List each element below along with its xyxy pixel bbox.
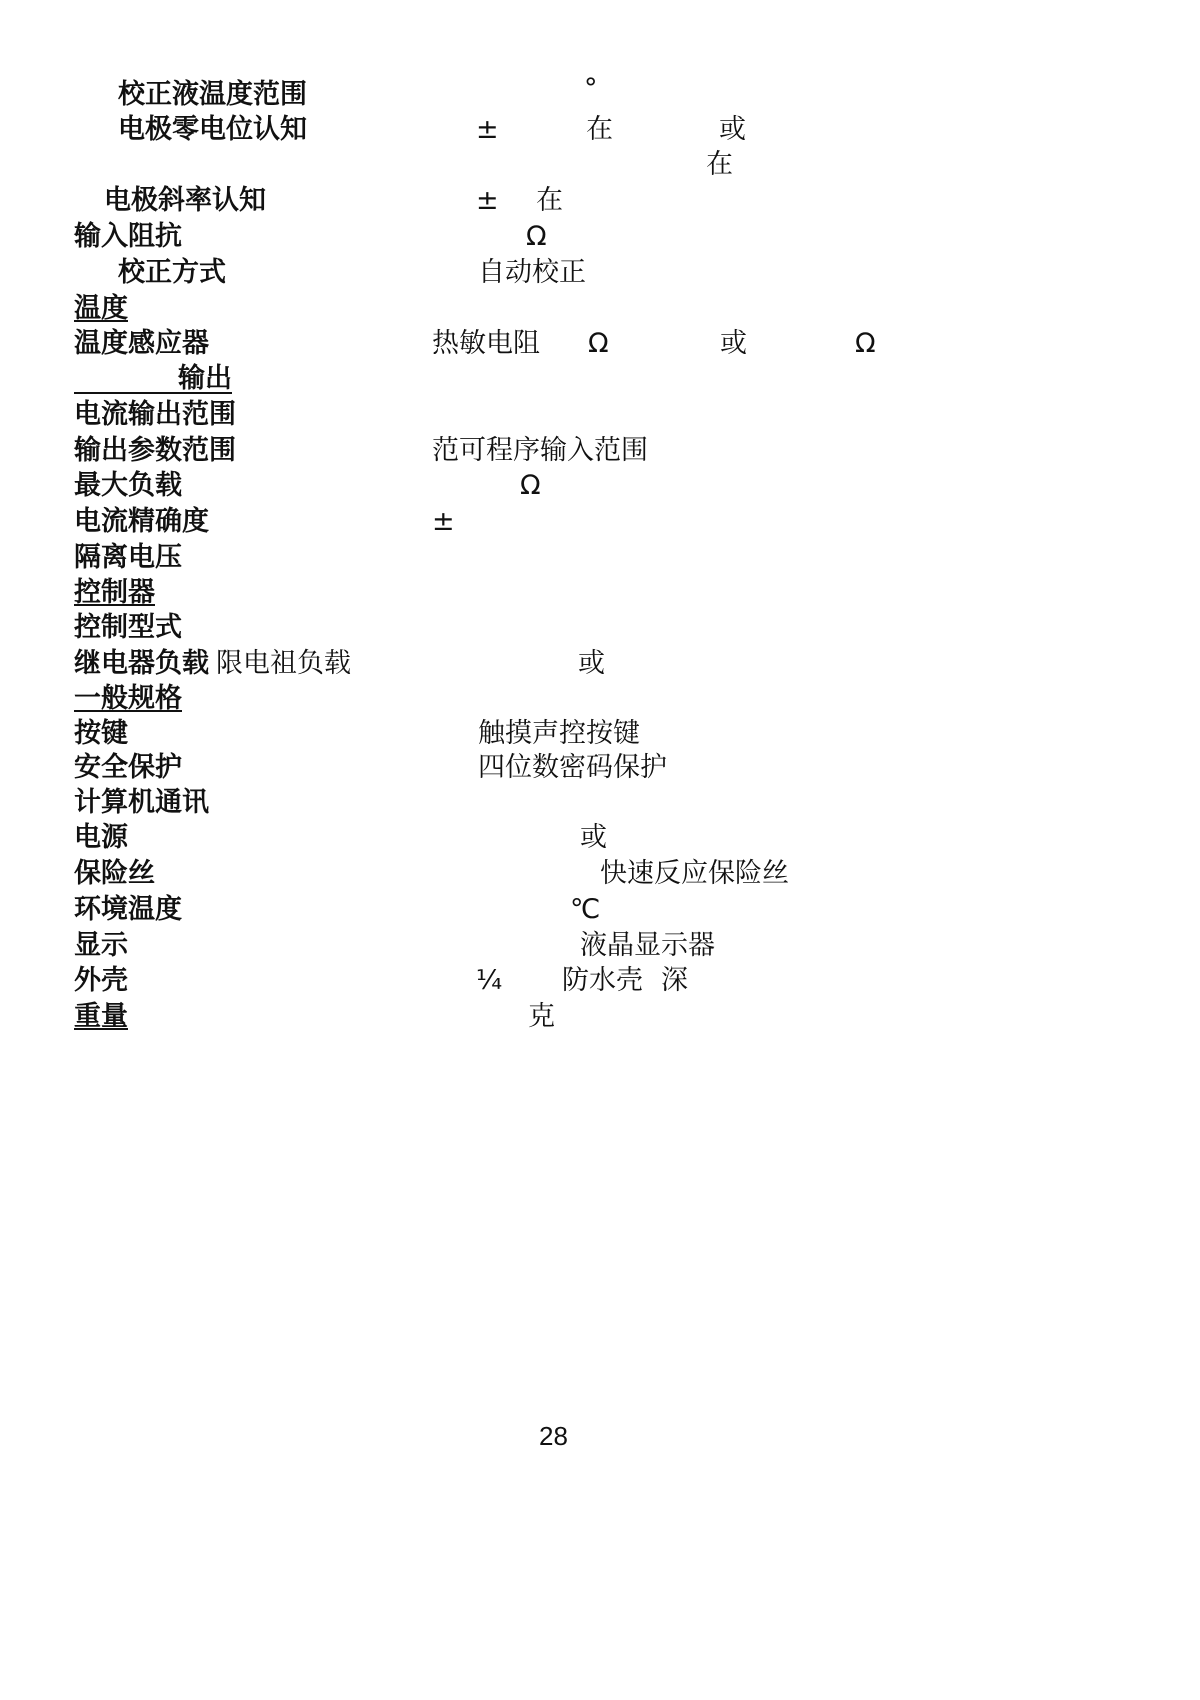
section-heading-temperature: 温度 xyxy=(74,293,128,324)
label-current-accuracy: 电流精确度 xyxy=(74,506,209,537)
value-calibration-temp-degree: ° xyxy=(584,73,598,104)
section-heading-output: 输出 xyxy=(178,363,232,394)
value-housing-depth: 深 xyxy=(661,965,688,996)
value-current-accuracy-plusminus: ± xyxy=(432,506,455,537)
value-fuse: 快速反应保险丝 xyxy=(600,858,789,889)
value-keys: 触摸声控按键 xyxy=(478,718,640,749)
value-relay-load-resistive: 限电祖负载 xyxy=(216,648,351,679)
label-fuse: 保险丝 xyxy=(74,858,155,889)
value-housing-waterproof: 防水壳 xyxy=(562,965,643,996)
label-current-output-range: 电流输出范围 xyxy=(74,399,236,430)
label-keys: 按键 xyxy=(74,718,128,749)
label-ambient-temperature: 环境温度 xyxy=(74,894,182,925)
label-isolation-voltage: 隔离电压 xyxy=(74,542,182,573)
label-weight: 重量 xyxy=(74,1001,128,1032)
value-max-load-ohm: Ω xyxy=(520,470,541,501)
label-calibration-temp-range: 校正液温度范围 xyxy=(118,79,307,110)
value-zero-potential-at: 在 xyxy=(586,114,613,145)
value-zero-potential-at-2: 在 xyxy=(706,149,733,180)
value-input-impedance-ohm: Ω xyxy=(526,221,547,252)
section-heading-controller: 控制器 xyxy=(74,577,155,608)
label-electrode-slope: 电极斜率认知 xyxy=(104,185,266,216)
label-electrode-zero-potential: 电极零电位认知 xyxy=(118,114,307,145)
section-heading-general-specs: 一般规格 xyxy=(74,683,182,714)
label-power-supply: 电源 xyxy=(74,822,128,853)
value-calibration-mode: 自动校正 xyxy=(478,257,586,288)
label-max-load: 最大负载 xyxy=(74,470,182,501)
value-slope-at: 在 xyxy=(536,185,563,216)
value-temperature-sensor-thermistor: 热敏电阻 xyxy=(432,328,540,359)
label-display: 显示 xyxy=(74,930,128,961)
value-relay-load-or: 或 xyxy=(578,648,605,679)
value-slope-plusminus: ± xyxy=(476,185,499,216)
value-zero-potential-or: 或 xyxy=(719,114,746,145)
value-temperature-sensor-ohm-1: Ω xyxy=(588,328,609,359)
value-temperature-sensor-ohm-2: Ω xyxy=(855,328,876,359)
value-zero-potential-plusminus: ± xyxy=(476,114,499,145)
label-temperature-sensor: 温度感应器 xyxy=(74,328,209,359)
value-weight-grams: 克 xyxy=(528,1001,555,1032)
value-output-parameter-range: 范可程序输入范围 xyxy=(432,435,648,466)
value-security-protection: 四位数密码保护 xyxy=(478,752,667,783)
label-security-protection: 安全保护 xyxy=(74,752,182,783)
label-computer-communication: 计算机通讯 xyxy=(74,787,209,818)
label-housing: 外壳 xyxy=(74,965,128,996)
value-housing-quarter: ¼ xyxy=(476,965,503,996)
label-control-type: 控制型式 xyxy=(74,612,182,643)
label-input-impedance: 输入阻抗 xyxy=(74,221,182,252)
label-relay-load: 继电器负载 xyxy=(74,648,209,679)
value-display: 液晶显示器 xyxy=(580,930,715,961)
label-output-parameter-range: 输出参数范围 xyxy=(74,435,236,466)
label-calibration-mode: 校正方式 xyxy=(118,257,226,288)
page-number: 28 xyxy=(539,1421,568,1451)
value-temperature-sensor-or: 或 xyxy=(720,328,747,359)
value-ambient-temperature-celsius: ℃ xyxy=(570,894,601,925)
value-power-supply-or: 或 xyxy=(580,822,607,853)
